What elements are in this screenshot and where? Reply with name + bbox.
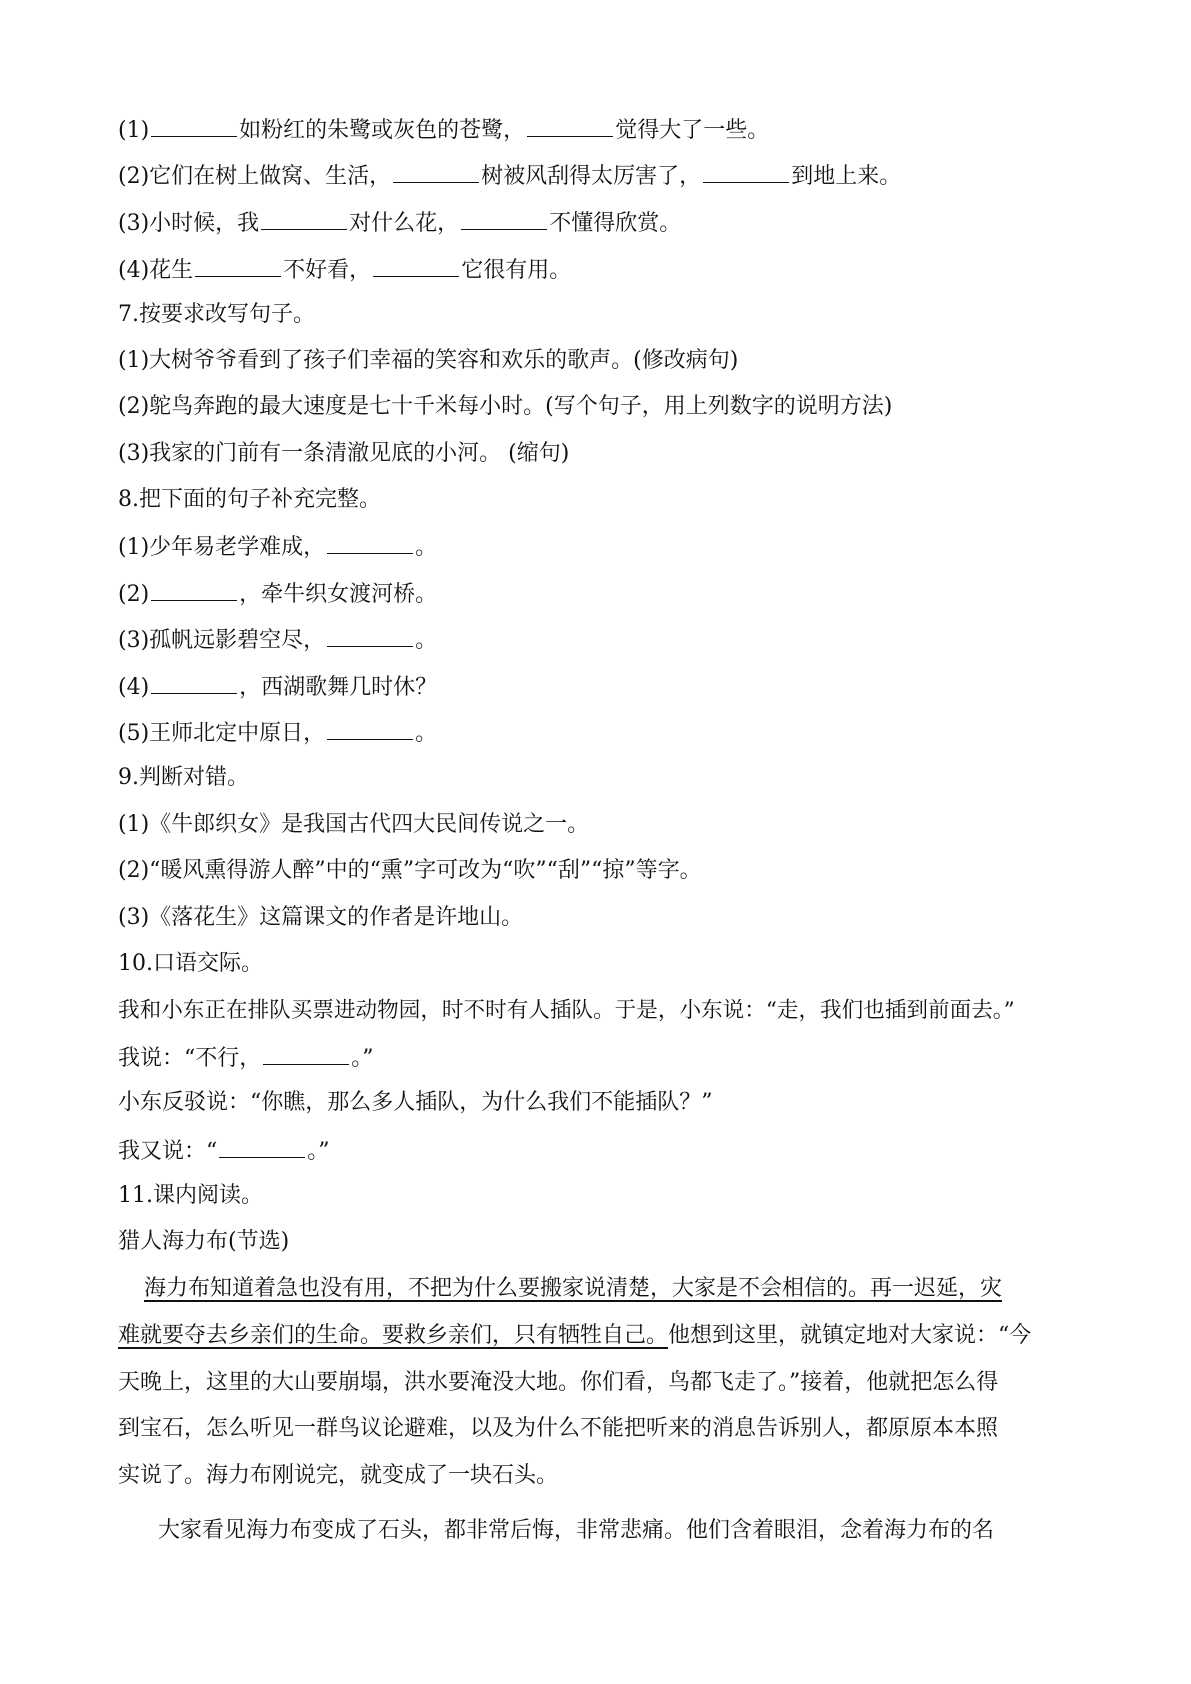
underlined-sentence: 海力布知道着急也没有用，不把为什么要搬家说清楚，大家是不会相信的。再一迟延，灾 <box>144 1276 1003 1301</box>
blank[interactable] <box>261 207 347 230</box>
blank[interactable] <box>703 160 789 183</box>
blank[interactable] <box>151 578 237 601</box>
q10-line-4: 我又说：“ 。” <box>118 1135 330 1167</box>
q9-item-2: (2)“暖风熏得游人醉”中的“熏”字可改为“吹”“刮”“掠”等字。 <box>118 858 702 883</box>
blank[interactable] <box>151 114 237 137</box>
passage-line-2: 难就要夺去乡亲们的生命。要救乡亲们，只有牺牲自己。他想到这里，就镇定地对大家说：“今 <box>118 1323 1032 1348</box>
passage-line-4: 到宝石，怎么听见一群鸟议论避难，以及为什么不能把听来的消息告诉别人，都原原本本照 <box>118 1416 999 1441</box>
q8-item-3: (3)孤帆远影碧空尽， 。 <box>118 624 437 656</box>
q10-line-1: 我和小东正在排队买票进动物园，时不时有人插队。于是，小东说：“走，我们也插到前面去。” <box>118 998 1015 1023</box>
passage-line-1 <box>144 1266 1002 1312</box>
q9-item-3: (3)《落花生》这篇课文的作者是许地山。 <box>118 905 524 930</box>
q6-line-2: (2)它们在树上做窝、生活， 树被风刮得太厉害了， 到地上来。 <box>118 160 901 192</box>
passage-line-3: 天晚上，这里的大山要崩塌，洪水要淹没大地。你们看，鸟都飞走了。”接着，他就把怎么得 <box>118 1370 999 1395</box>
q7-item-1: (1)大树爷爷看到了孩子们幸福的笑容和欢乐的歌声。(修改病句) <box>118 348 739 373</box>
q7-item-3: (3)我家的门前有一条清澈见底的小河。 (缩句) <box>118 441 570 466</box>
q10-line-2: 我说：“不行， 。” <box>118 1042 374 1074</box>
blank[interactable] <box>327 531 413 554</box>
q8-item-2: (2) ，牵牛织女渡河桥。 <box>118 578 437 610</box>
passage-paragraph-2-line-1: 大家看见海力布变成了石头，都非常后悔，非常悲痛。他们含着眼泪，念着海力布的名 <box>158 1518 995 1543</box>
blank[interactable] <box>151 671 237 694</box>
underlined-sentence: 难就要夺去乡亲们的生命。要救乡亲们，只有牺牲自己。 <box>118 1323 669 1348</box>
q10-line-3: 小东反驳说：“你瞧，那么多人插队，为什么我们不能插队？” <box>118 1090 713 1115</box>
blank[interactable] <box>393 160 479 183</box>
q8-item-5: (5)王师北定中原日， 。 <box>118 717 437 749</box>
blank[interactable] <box>327 624 413 647</box>
q7-item-2: (2)鸵鸟奔跑的最大速度是七十千米每小时。(写个句子，用上列数字的说明方法) <box>118 394 893 419</box>
blank[interactable] <box>327 717 413 740</box>
q9-title: 9.判断对错。 <box>118 765 249 790</box>
q8-title: 8.把下面的句子补充完整。 <box>118 487 381 512</box>
blank[interactable] <box>219 1135 305 1158</box>
blank[interactable] <box>263 1042 349 1065</box>
blank[interactable] <box>195 254 281 277</box>
q11-title: 11.课内阅读。 <box>118 1183 263 1208</box>
q6-line-1: (1) 如粉红的朱鹭或灰色的苍鹭， 觉得大了一些。 <box>118 114 769 146</box>
q10-title: 10.口语交际。 <box>118 951 263 976</box>
q6-line-4: (4)花生 不好看， 它很有用。 <box>118 254 571 286</box>
blank[interactable] <box>461 207 547 230</box>
blank[interactable] <box>527 114 613 137</box>
q9-item-1: (1)《牛郎织女》是我国古代四大民间传说之一。 <box>118 812 590 837</box>
passage-title: 猎人海力布(节选) <box>118 1229 290 1254</box>
q6-line-3: (3)小时候，我 对什么花， 不懂得欣赏。 <box>118 207 681 239</box>
blank[interactable] <box>373 254 459 277</box>
passage-line-5: 实说了。海力布刚说完，就变成了一块石头。 <box>118 1463 559 1488</box>
q8-item-4: (4) ，西湖歌舞几时休？ <box>118 671 437 703</box>
q8-item-1: (1)少年易老学难成， 。 <box>118 531 437 563</box>
q7-title: 7.按要求改写句子。 <box>118 302 315 327</box>
